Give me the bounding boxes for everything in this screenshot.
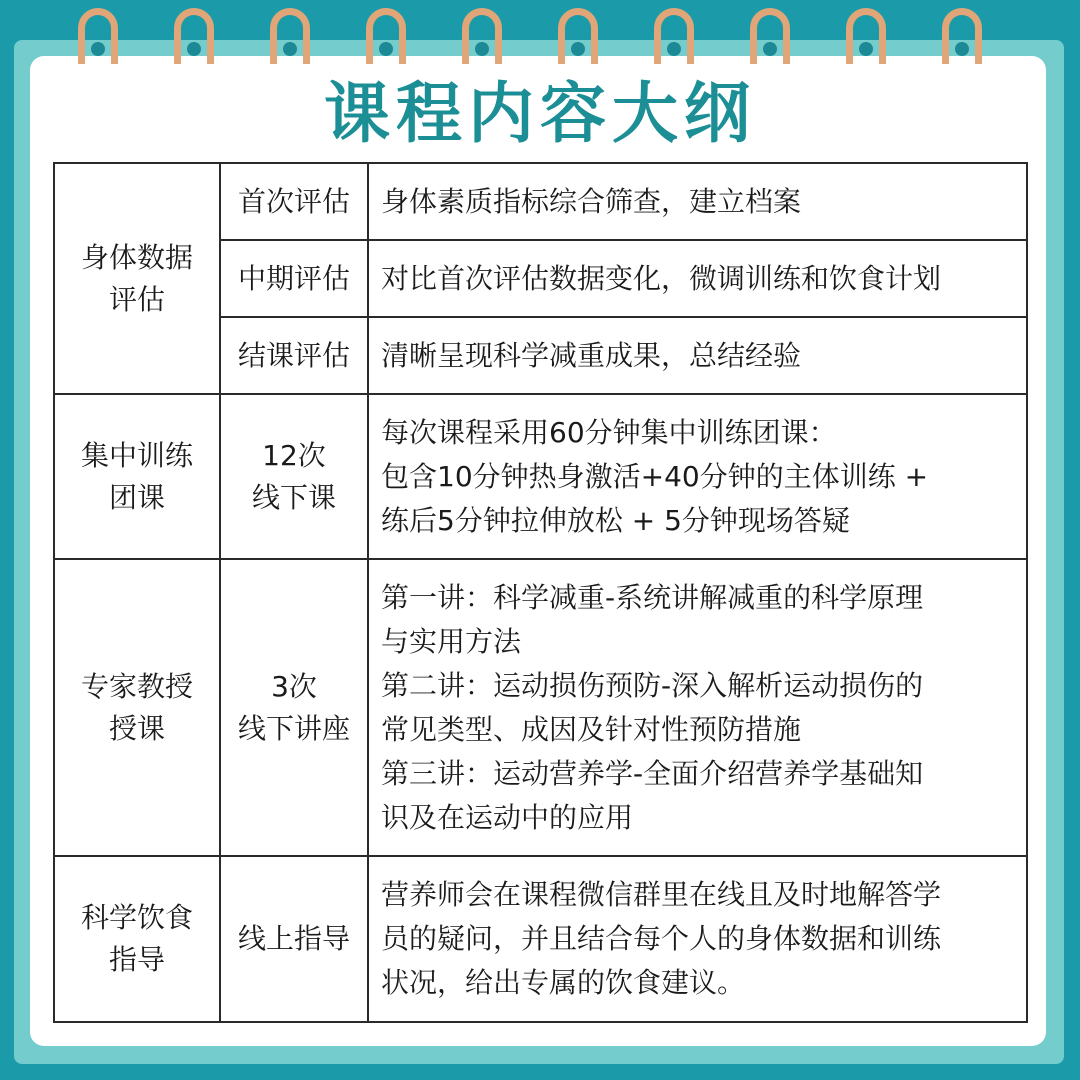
course-outline-table — [53, 162, 1028, 1023]
binding-ring — [846, 8, 886, 64]
category-cell: 科学饮食 指导 — [54, 856, 220, 1022]
page-title: 课程内容大纲 — [324, 75, 756, 152]
detail-cell: 清晰呈现科学减重成果，总结经验 — [368, 317, 1027, 394]
binding-ring — [942, 8, 982, 64]
detail-cell: 身体素质指标综合筛查，建立档案 — [368, 163, 1027, 240]
binding-ring — [366, 8, 406, 64]
type-cell: 3次 线下讲座 — [220, 559, 368, 856]
category-cell: 专家教授 授课 — [54, 559, 220, 856]
type-cell: 12次 线下课 — [220, 394, 368, 559]
binding-ring — [174, 8, 214, 64]
table-row — [54, 856, 1027, 1022]
category-cell: 身体数据 评估 — [54, 163, 220, 394]
detail-cell: 对比首次评估数据变化，微调训练和饮食计划 — [368, 240, 1027, 317]
binding-ring — [270, 8, 310, 64]
table-row — [54, 394, 1027, 559]
detail-cell: 每次课程采用60分钟集中训练团课： 包含10分钟热身激活+40分钟的主体训练 + 练后5分钟拉伸放松 + 5分钟现场答疑 — [368, 394, 1027, 559]
binding-ring — [654, 8, 694, 64]
type-cell: 线上指导 — [220, 856, 368, 1022]
detail-cell: 第一讲：科学减重-系统讲解减重的科学原理 与实用方法 第二讲：运动损伤预防-深入解析运动损伤的 常见类型、成因及针对性预防措施 第三讲：运动营养学-全面介绍营养学基础知 识及在运动中的应用 — [368, 559, 1027, 856]
binding-ring — [462, 8, 502, 64]
category-cell: 集中训练 团课 — [54, 394, 220, 559]
binding-ring — [78, 8, 118, 64]
type-cell: 结课评估 — [220, 317, 368, 394]
binding-ring — [750, 8, 790, 64]
type-cell: 首次评估 — [220, 163, 368, 240]
table-row — [54, 163, 1027, 240]
type-cell: 中期评估 — [220, 240, 368, 317]
detail-cell: 营养师会在课程微信群里在线且及时地解答学 员的疑问，并且结合每个人的身体数据和训练 状况，给出专属的饮食建议。 — [368, 856, 1027, 1022]
table-row — [54, 559, 1027, 856]
binding-ring — [558, 8, 598, 64]
